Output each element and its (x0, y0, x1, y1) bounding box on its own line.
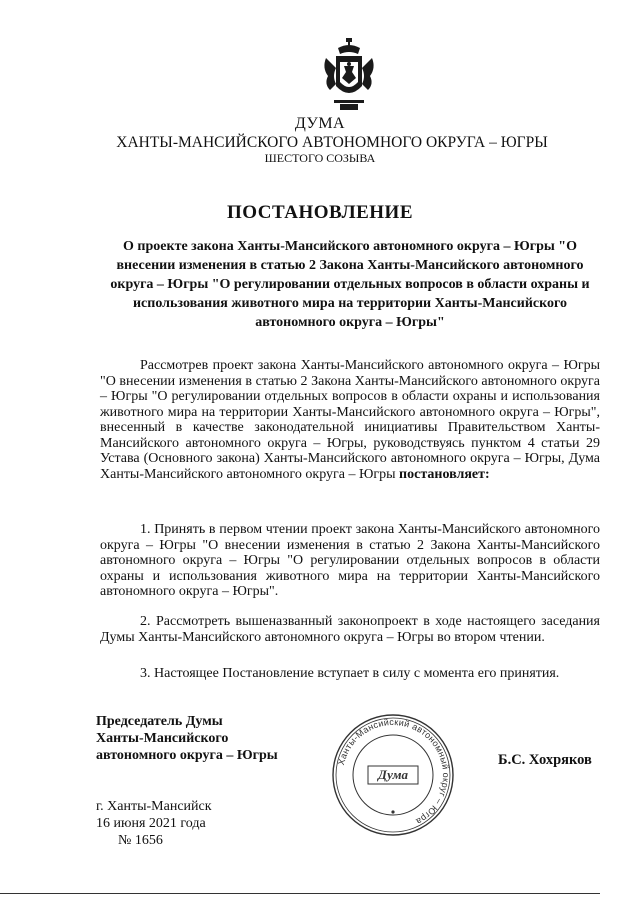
resolution-item-2: 2. Рассмотреть вышеназванный законопроект в ходе настоящего заседания Думы Ханты-Мансийского автономного округа – Югры во втором чтении. (100, 614, 600, 645)
signatory-name: Б.С. Хохряков (498, 752, 592, 768)
org-name: ДУМА (294, 115, 346, 132)
document-subject: О проекте закона Ханты-Мансийского автономного округа – Югры "О внесении изменения в статью 2 Закона Ханты-Мансийского автономного округа – Югры "О регулировании отдельных вопросов в области охраны и использования животного мира на территории Ханты-Мансийского автономного округа – Югры" (110, 239, 590, 330)
signatory-title-line-1: Председатель Думы (96, 714, 223, 729)
seal-center-text: Дума (377, 767, 409, 782)
resolution-item-1: 1. Принять в первом чтении проект закона Ханты-Мансийского автономного округа – Югры "О внесении изменения в статью 2 Закона Ханты-Мансийского автономного округа – Югры "О регулировании отдельных вопросов в области охраны и использования животного мира на территории Ханты-Мансийского автономного округа – Югры". (100, 522, 600, 599)
seal-ring-text: Ханты-Мансийский автономный округ – Югра (336, 716, 452, 827)
date: 16 июня 2021 года (96, 816, 206, 831)
region-name: ХАНТЫ-МАНСИЙСКОГО АВТОНОМНОГО ОКРУГА – ЮГРЫ (116, 134, 548, 151)
document-type: ПОСТАНОВЛЕНИЕ (226, 202, 414, 223)
official-seal-icon (330, 712, 456, 838)
intro-text: Рассмотрев проект закона Ханты-Мансийского автономного округа – Югры "О внесении изменения в статью 2 Закона Ханты-Мансийского автономного округа – Югры "О регулировании отдельных вопросов в области охраны и использования животного мира на территории Ханты-Мансийского автономного округа – Югры", внесенный в качестве законодательной инициативы Правительством Ханты-Мансийского автономного округа – Югры, руководствуясь пунктом 4 статьи 29 Устава (Основного закона) Ханты-Мансийского автономного округа – Югры, Дума Ханты-Мансийского автономного округа – Югры (100, 358, 600, 482)
place: г. Ханты-Мансийск (96, 799, 212, 814)
signatory-title-line-2: Ханты-Мансийского (96, 731, 229, 746)
bottom-divider (0, 893, 600, 894)
place-and-date (96, 798, 212, 849)
resolution-item-3: 3. Настоящее Постановление вступает в силу с момента его принятия. (140, 666, 560, 681)
document-number: № 1656 (118, 833, 163, 848)
signatory-title-line-3: автономного округа – Югры (96, 748, 278, 763)
signatory-title (96, 713, 278, 764)
intro-paragraph (100, 358, 600, 482)
convocation: ШЕСТОГО СОЗЫВА (264, 151, 376, 165)
intro-resolves: постановляет: (399, 466, 490, 482)
coat-of-arms-icon (322, 38, 376, 114)
